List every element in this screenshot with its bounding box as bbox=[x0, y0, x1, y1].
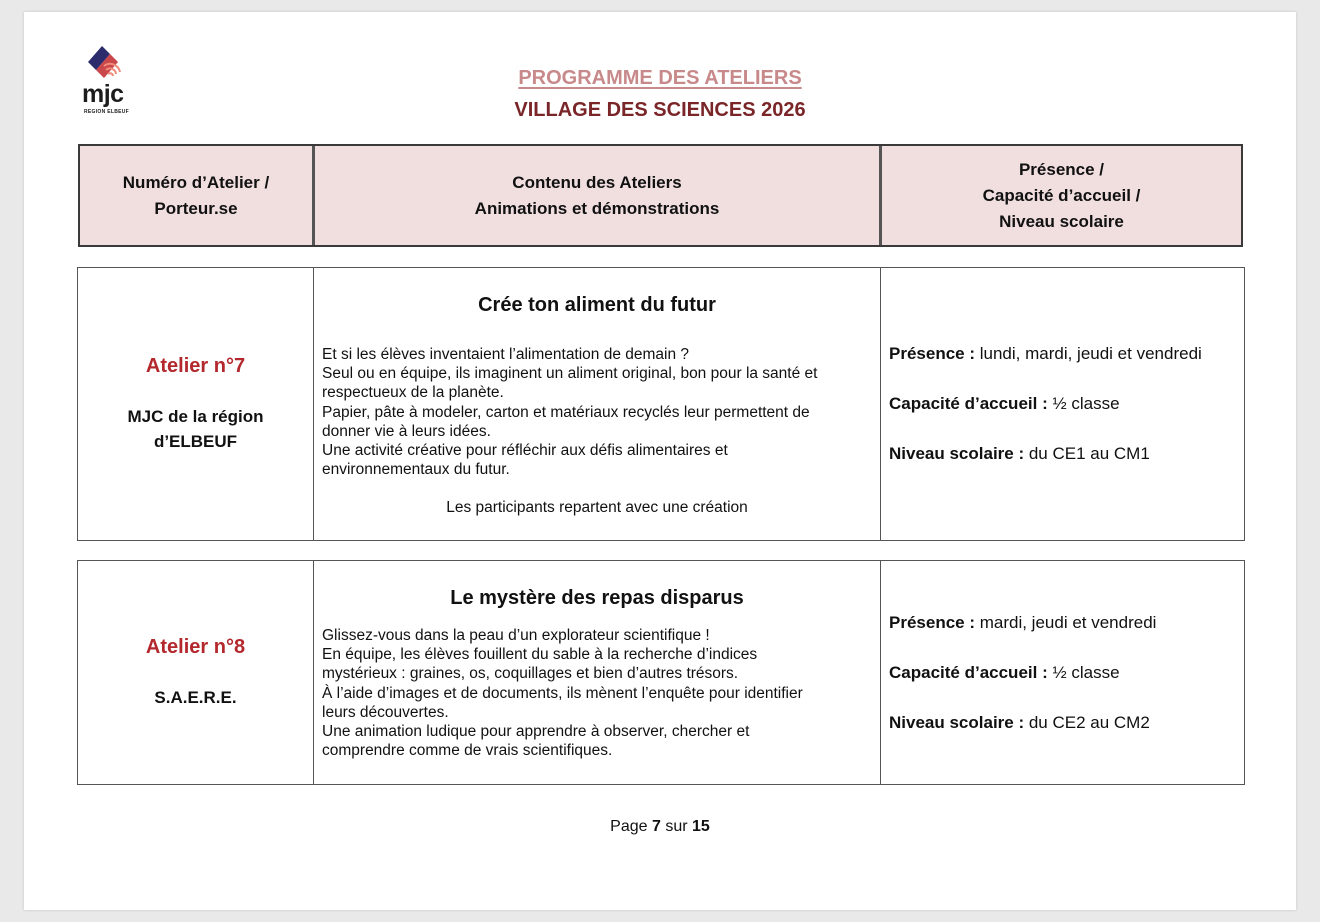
presence-label: Présence : bbox=[889, 344, 975, 363]
capacite-label: Capacité d’accueil : bbox=[889, 394, 1048, 413]
niveau-value: du CE2 au CM2 bbox=[1024, 712, 1150, 732]
page-label: Page bbox=[610, 818, 648, 835]
atelier-info-cell bbox=[881, 268, 1244, 540]
porteur-line: d’ELBEUF bbox=[153, 431, 238, 451]
page-of: sur bbox=[665, 818, 688, 835]
description-line: environnementaux du futur. bbox=[322, 461, 510, 479]
page-footer bbox=[24, 818, 1296, 836]
atelier-id-cell bbox=[78, 268, 314, 540]
logo-text: mjc bbox=[82, 80, 124, 108]
atelier-description bbox=[322, 626, 872, 760]
capacite-line bbox=[889, 393, 1236, 415]
table-header bbox=[78, 144, 1243, 247]
atelier-id-cell bbox=[78, 561, 314, 784]
capacite-value: ½ classe bbox=[1047, 662, 1120, 682]
table-row-atelier-7 bbox=[77, 267, 1245, 541]
presence-value: mardi, jeudi et vendredi bbox=[975, 612, 1157, 632]
description-line: À l’aide d’images et de documents, ils mènent l’enquête pour identifier bbox=[322, 684, 803, 702]
porteur-line: MJC de la région bbox=[127, 406, 264, 426]
header-text: Animations et démonstrations bbox=[474, 198, 720, 218]
atelier-info-cell bbox=[881, 561, 1244, 784]
header-cell-contenu bbox=[315, 146, 882, 245]
capacite-value: ½ classe bbox=[1047, 394, 1120, 413]
niveau-label: Niveau scolaire : bbox=[889, 712, 1025, 732]
description-line: Une animation ludique pour apprendre à observer, chercher et bbox=[322, 723, 750, 741]
capacite-line bbox=[889, 662, 1236, 684]
description-line: comprendre comme de vrais scientifiques. bbox=[322, 742, 613, 760]
description-line: Glissez-vous dans la peau d’un explorateur scientifique ! bbox=[322, 627, 710, 644]
atelier-porteur bbox=[127, 404, 263, 454]
header-cell-atelier bbox=[80, 146, 315, 245]
porteur-line: S.A.E.R.E. bbox=[154, 687, 237, 707]
niveau-line bbox=[889, 443, 1236, 465]
document-page bbox=[24, 12, 1296, 910]
atelier-content-cell bbox=[314, 561, 881, 784]
table-row-atelier-8 bbox=[77, 560, 1245, 785]
header-text: Numéro d’Atelier / bbox=[122, 172, 270, 192]
header-text: Capacité d’accueil / bbox=[982, 185, 1141, 205]
description-line: leurs découvertes. bbox=[322, 703, 449, 721]
document-title: PROGRAMME DES ATELIERS bbox=[518, 67, 802, 89]
header-text: Présence / bbox=[1018, 159, 1105, 179]
page-current: 7 bbox=[651, 818, 661, 835]
header-text: Niveau scolaire bbox=[999, 211, 1124, 231]
presence-value: lundi, mardi, jeudi et vendredi bbox=[975, 344, 1202, 363]
atelier-content-cell bbox=[314, 268, 881, 540]
niveau-value: du CE1 au CM1 bbox=[1024, 444, 1150, 463]
description-line: Seul ou en équipe, ils imaginent un aliment original, bon pour la santé et bbox=[322, 365, 818, 383]
atelier-title: Le mystère des repas disparus bbox=[450, 587, 744, 609]
description-line: Une activité créative pour réfléchir aux défis alimentaires et bbox=[322, 442, 728, 460]
document-subtitle: VILLAGE DES SCIENCES 2026 bbox=[514, 99, 806, 121]
niveau-label: Niveau scolaire : bbox=[889, 444, 1025, 463]
page-total: 15 bbox=[692, 818, 710, 835]
atelier-closing: Les participants repartent avec une création bbox=[446, 499, 748, 517]
header-text: Porteur.se bbox=[154, 198, 238, 218]
niveau-line bbox=[889, 712, 1236, 734]
header-text: Contenu des Ateliers bbox=[512, 172, 682, 192]
atelier-description bbox=[322, 345, 872, 479]
logo-subtitle: REGION ELBEUF bbox=[84, 109, 130, 115]
description-line: Papier, pâte à modeler, carton et matériaux recyclés leur permettent de bbox=[322, 403, 810, 421]
description-line: En équipe, les élèves fouillent du sable à la recherche d’indices bbox=[322, 646, 758, 664]
description-line: donner vie à leurs idées. bbox=[322, 422, 491, 440]
presence-line bbox=[889, 612, 1236, 634]
atelier-number: Atelier n°8 bbox=[145, 635, 246, 658]
atelier-number: Atelier n°7 bbox=[145, 354, 246, 377]
description-line: Et si les élèves inventaient l’alimentation de demain ? bbox=[322, 346, 690, 363]
atelier-porteur bbox=[154, 685, 236, 710]
description-line: mystérieux : graines, os, coquillages et bien d’autres trésors. bbox=[322, 665, 739, 683]
header-cell-presence bbox=[882, 146, 1241, 245]
description-line: respectueux de la planète. bbox=[322, 384, 504, 402]
capacite-label: Capacité d’accueil : bbox=[889, 662, 1048, 682]
presence-label: Présence : bbox=[889, 612, 975, 632]
atelier-title: Crée ton aliment du futur bbox=[478, 294, 716, 316]
presence-line bbox=[889, 343, 1236, 365]
